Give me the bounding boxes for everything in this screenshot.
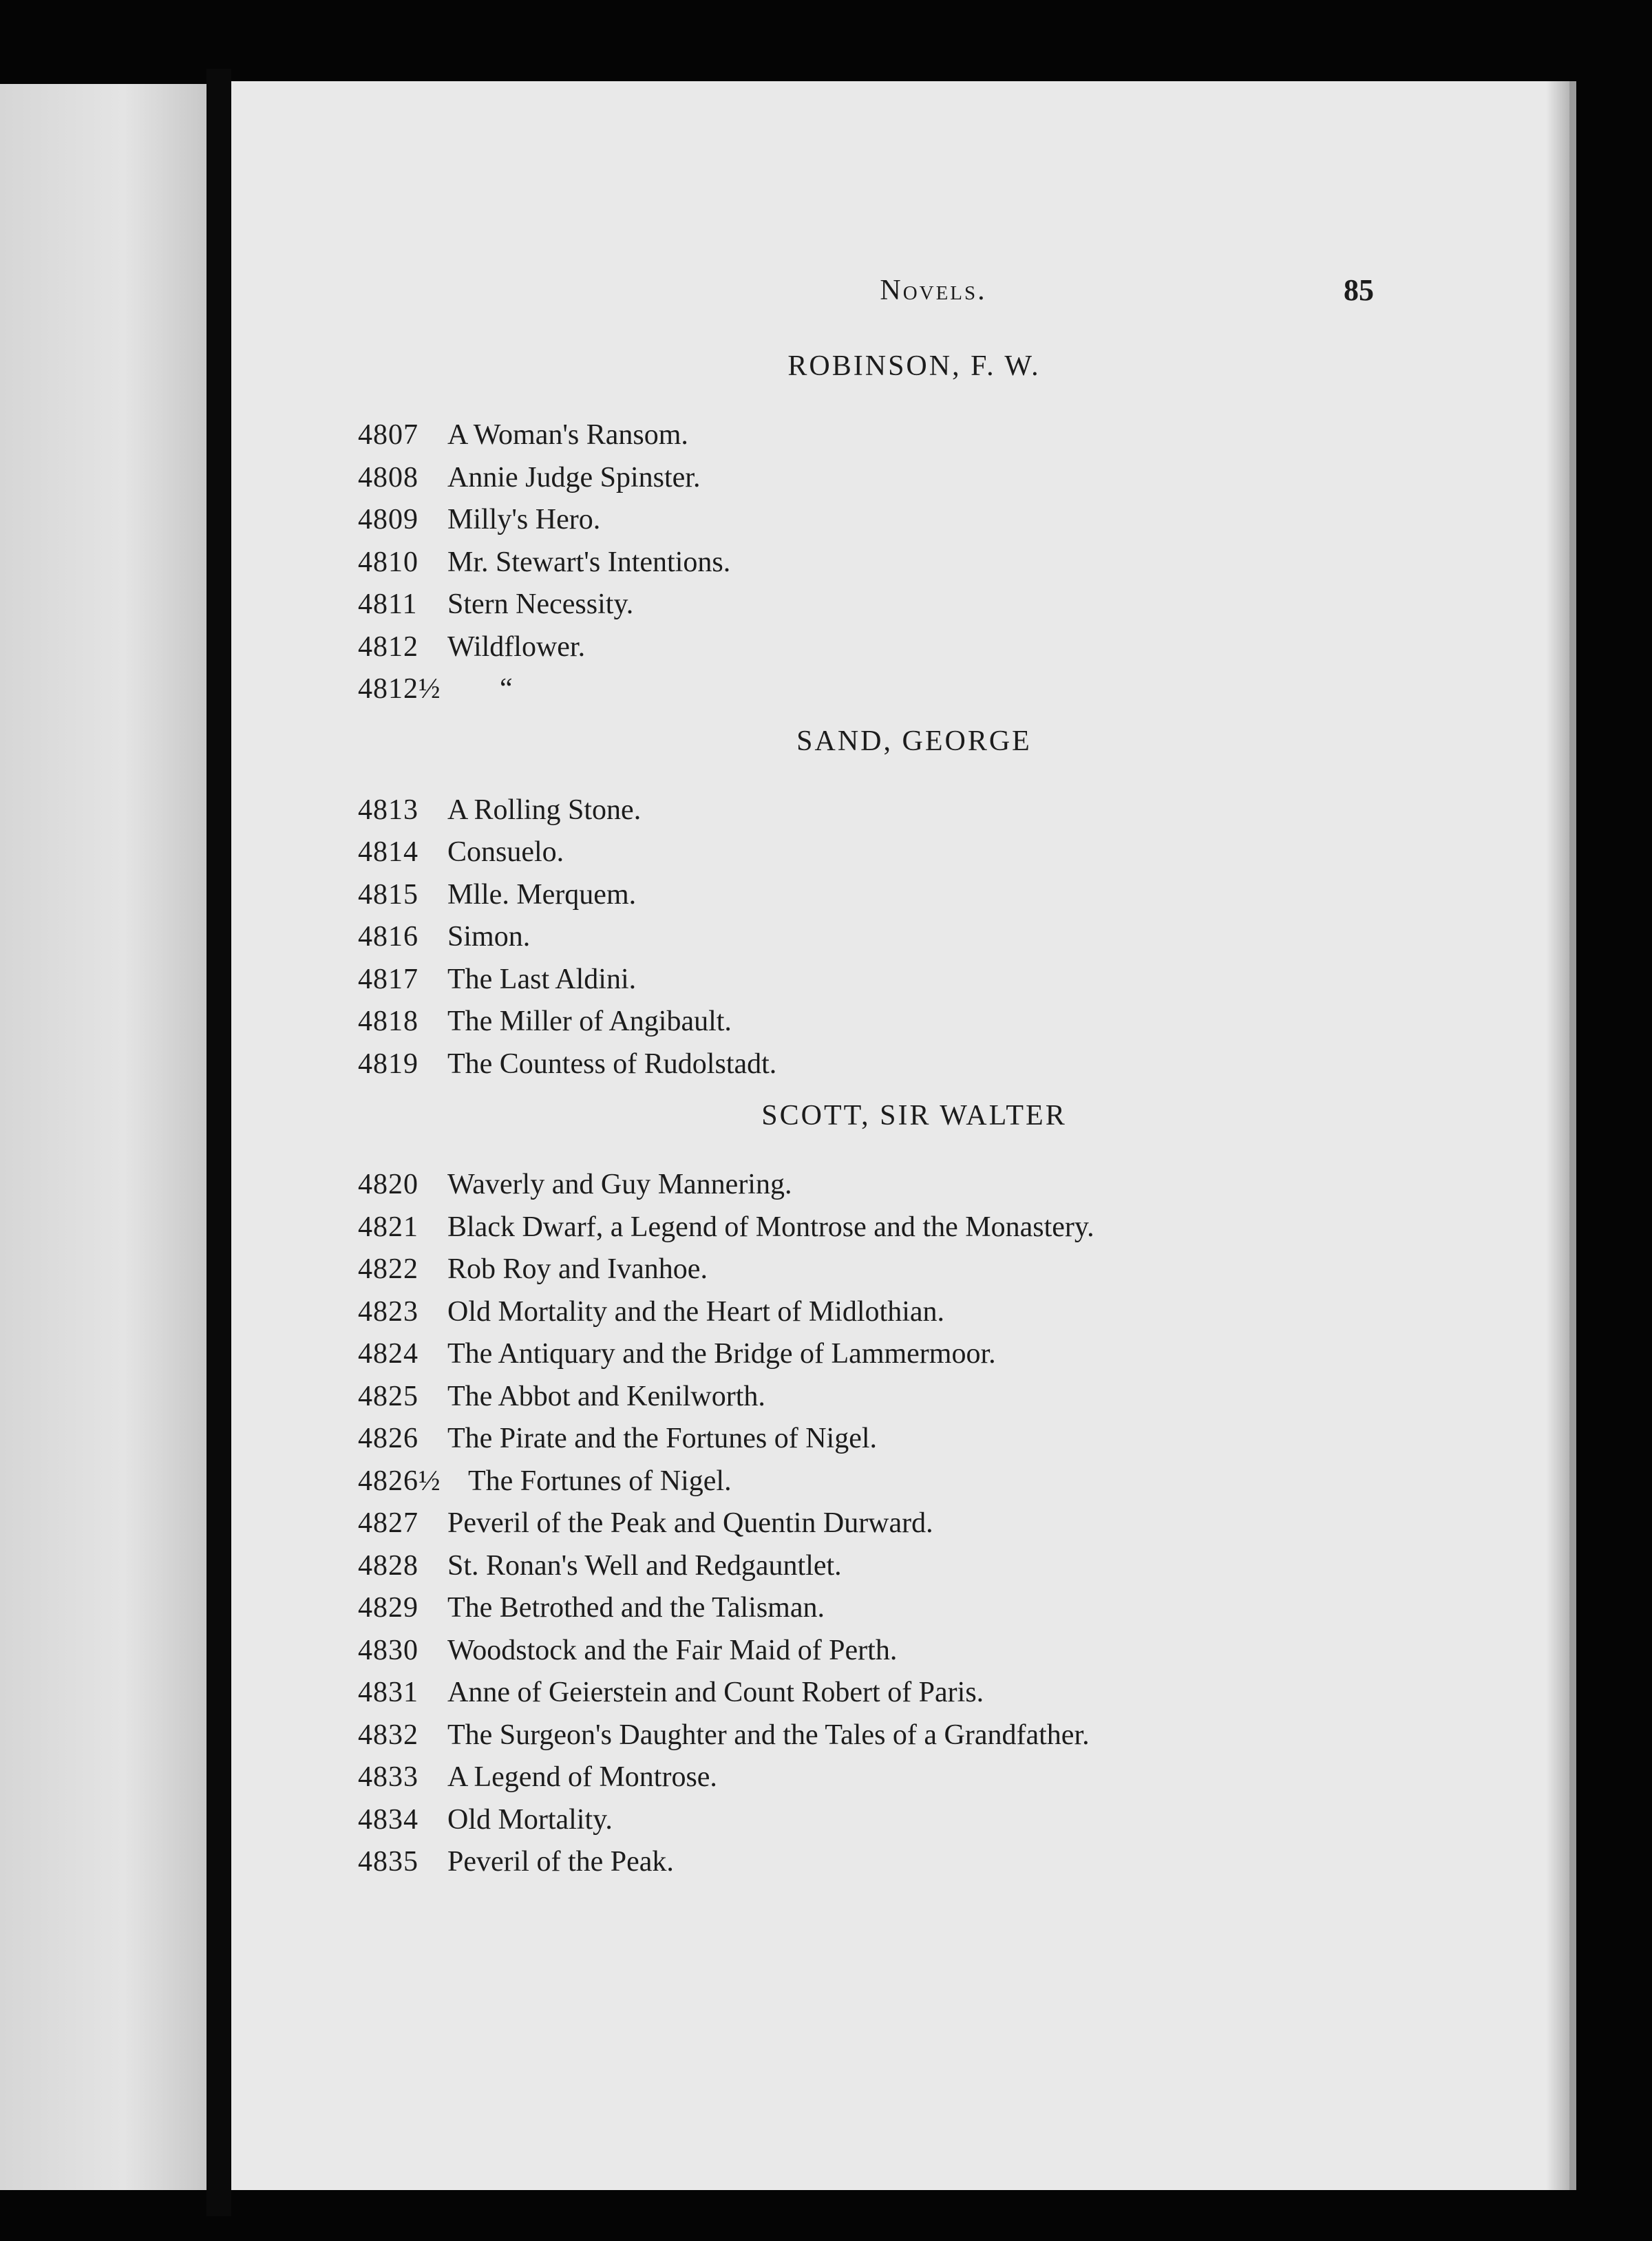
list-item — [231, 1756, 1569, 1799]
list-item — [231, 457, 1569, 500]
entry-number: 4831 — [358, 1677, 419, 1708]
list-item — [231, 1841, 1569, 1884]
list-item — [231, 916, 1569, 959]
entry-title: Simon. — [447, 921, 531, 953]
list-item — [231, 1164, 1569, 1207]
entry-title: The Fortunes of Nigel. — [468, 1465, 732, 1497]
entry-number: 4833 — [358, 1761, 419, 1793]
entry-number: 4821 — [358, 1211, 419, 1243]
list-item — [231, 1799, 1569, 1842]
entry-title: Annie Judge Spinster. — [447, 461, 701, 493]
entry-title: Mlle. Merquem. — [447, 878, 637, 911]
entry-number: 4809 — [358, 504, 419, 535]
catalog-listing — [231, 336, 1569, 1884]
running-title: Novels. — [880, 275, 987, 306]
entry-number: 4823 — [358, 1295, 419, 1328]
author-heading: SCOTT, SIR WALTER — [761, 1100, 1067, 1132]
entry-number: 4829 — [358, 1592, 419, 1624]
list-item — [231, 1291, 1569, 1334]
entry-title: The Surgeon's Daughter and the Tales of a Grandfather. — [447, 1719, 1090, 1751]
list-item — [231, 1333, 1569, 1376]
entry-number: 4827 — [358, 1507, 419, 1539]
author-section — [231, 721, 1569, 1086]
list-item — [231, 542, 1569, 584]
list-item — [231, 1207, 1569, 1249]
entry-title: A Rolling Stone. — [447, 794, 642, 826]
author-section — [231, 1095, 1569, 1884]
book-page — [231, 81, 1576, 2190]
entry-number: 4816 — [358, 921, 419, 953]
entry-title: Anne of Geierstein and Count Robert of Paris. — [447, 1677, 984, 1708]
entry-number: 4825 — [358, 1380, 419, 1412]
entry-title: Old Mortality. — [447, 1803, 613, 1836]
list-item — [231, 1587, 1569, 1630]
entry-title: St. Ronan's Well and Redgauntlet. — [447, 1549, 842, 1582]
facing-page-edge — [0, 84, 206, 2190]
list-item — [231, 668, 1569, 711]
list-item — [231, 789, 1569, 832]
list-item — [231, 1043, 1569, 1086]
entry-title: Woodstock and the Fair Maid of Perth. — [447, 1634, 898, 1666]
entry-number: 4835 — [358, 1846, 419, 1878]
entry-number: 4811 — [358, 588, 418, 620]
entry-title: The Pirate and the Fortunes of Nigel. — [447, 1423, 878, 1454]
list-item — [231, 499, 1569, 542]
entry-number: 4810 — [358, 546, 419, 578]
entry-title: Old Mortality and the Heart of Midlothian. — [447, 1295, 945, 1328]
entry-number: 4820 — [358, 1169, 419, 1200]
book-gutter — [206, 69, 231, 2216]
entry-title: Mr. Stewart's Intentions. — [447, 546, 731, 578]
entry-number: 4832 — [358, 1719, 419, 1751]
entry-number: 4828 — [358, 1549, 419, 1582]
list-item — [231, 1001, 1569, 1043]
ditto-mark: “ — [500, 673, 513, 705]
entry-title: Milly's Hero. — [447, 504, 601, 535]
list-item — [231, 584, 1569, 626]
list-item — [231, 1418, 1569, 1461]
list-item — [231, 1376, 1569, 1419]
list-item — [231, 414, 1569, 457]
author-section — [231, 346, 1569, 711]
entry-title: Stern Necessity. — [447, 588, 634, 620]
entry-number: 4817 — [358, 963, 419, 995]
author-heading: SAND, GEORGE — [796, 725, 1032, 757]
list-item — [231, 1672, 1569, 1714]
list-item — [231, 1630, 1569, 1672]
list-item — [231, 959, 1569, 1001]
entry-number: 4815 — [358, 878, 419, 911]
entry-title: The Countess of Rudolstadt. — [447, 1048, 777, 1080]
entry-number: 4826½ — [358, 1465, 441, 1497]
entry-title: Rob Roy and Ivanhoe. — [447, 1253, 708, 1285]
entry-number: 4834 — [358, 1803, 419, 1836]
entry-title: The Abbot and Kenilworth. — [447, 1380, 765, 1412]
list-item — [231, 1502, 1569, 1545]
entry-title: Peveril of the Peak and Quentin Durward. — [447, 1507, 933, 1539]
list-item — [231, 626, 1569, 669]
entry-title: Peveril of the Peak. — [447, 1846, 674, 1878]
running-head — [231, 274, 1569, 315]
entry-title: Consuelo. — [447, 836, 564, 868]
entry-title: The Last Aldini. — [447, 963, 637, 995]
entry-title: The Miller of Angibault. — [447, 1006, 732, 1037]
entry-title: Waverly and Guy Mannering. — [447, 1169, 792, 1200]
page-number: 85 — [1344, 273, 1374, 307]
list-item — [231, 831, 1569, 874]
entry-number: 4824 — [358, 1338, 419, 1370]
entry-number: 4807 — [358, 419, 419, 451]
entry-number: 4812½ — [358, 673, 441, 705]
entry-title: The Betrothed and the Talisman. — [447, 1592, 825, 1624]
list-item — [231, 1249, 1569, 1291]
list-item — [231, 1714, 1569, 1757]
list-item — [231, 1461, 1569, 1503]
author-heading: ROBINSON, F. W. — [787, 350, 1041, 382]
entry-number: 4819 — [358, 1048, 419, 1080]
entry-number: 4813 — [358, 794, 419, 826]
entry-number: 4826 — [358, 1423, 419, 1454]
entry-title: A Legend of Montrose. — [447, 1761, 717, 1793]
entry-title: Wildflower. — [447, 630, 586, 663]
entry-number: 4818 — [358, 1006, 419, 1037]
entry-number: 4808 — [358, 461, 419, 493]
entry-number: 4822 — [358, 1253, 419, 1285]
entry-title: Black Dwarf, a Legend of Montrose and the Monastery. — [447, 1211, 1094, 1243]
entry-number: 4830 — [358, 1634, 419, 1666]
entry-title: A Woman's Ransom. — [447, 419, 688, 451]
list-item — [231, 874, 1569, 917]
list-item — [231, 1545, 1569, 1588]
entry-number: 4814 — [358, 836, 419, 868]
entry-title: The Antiquary and the Bridge of Lammermoor. — [447, 1338, 996, 1370]
entry-number: 4812 — [358, 630, 419, 663]
